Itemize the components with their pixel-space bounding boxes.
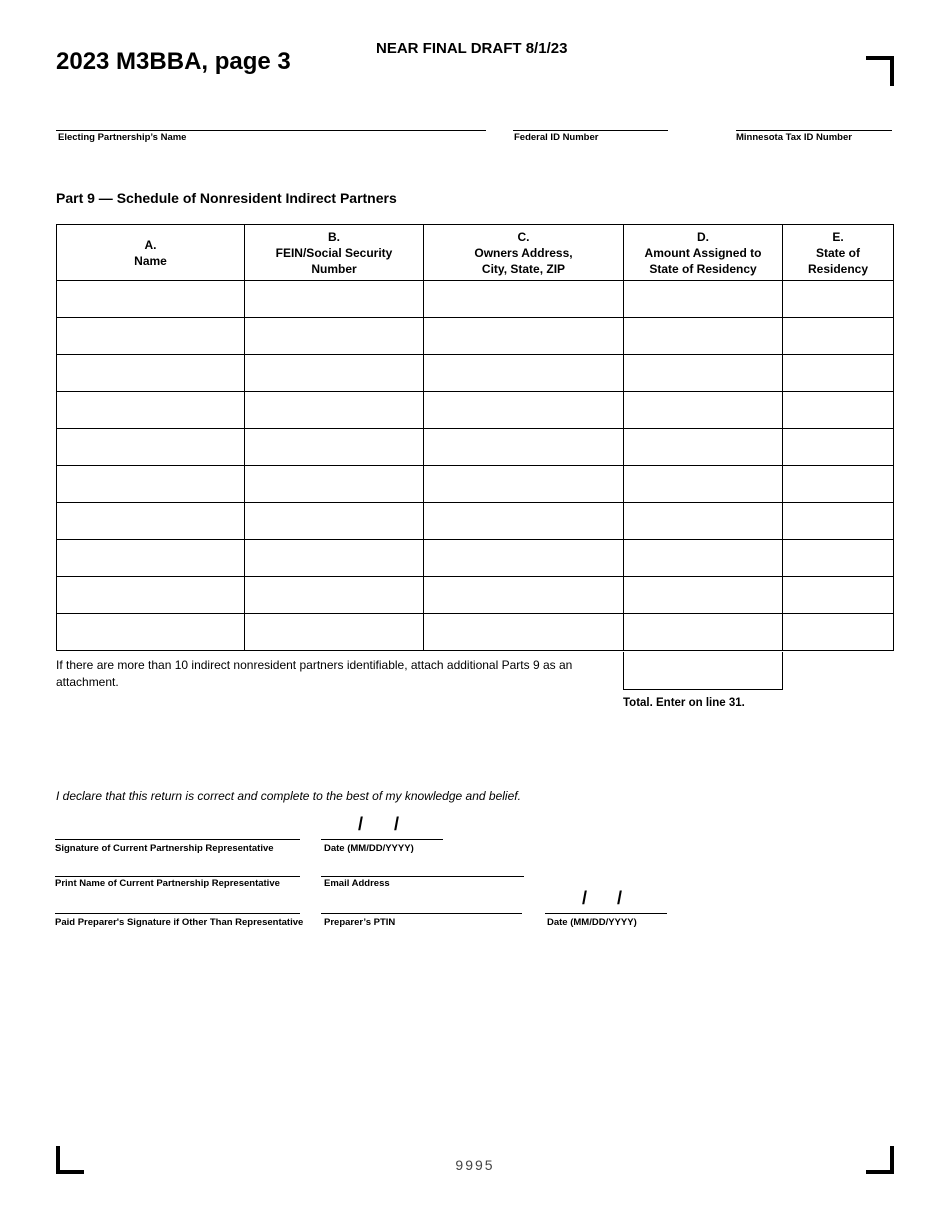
table-row [57,503,894,540]
total-label: Total. Enter on line 31. [623,697,745,709]
partners-schedule-table [56,224,894,651]
name-cell[interactable] [57,503,245,540]
amount-cell[interactable] [624,355,783,392]
mn-tax-id-field[interactable] [736,130,892,131]
name-cell[interactable] [57,355,245,392]
amount-cell[interactable] [624,392,783,429]
table-row [57,429,894,466]
column-header-address: C. Owners Address, City, State, ZIP [424,225,624,281]
address-cell[interactable] [424,429,624,466]
name-cell[interactable] [57,429,245,466]
table-row [57,540,894,577]
state-cell[interactable] [783,540,894,577]
table-row [57,318,894,355]
preparer-date-separator-2: / [617,888,623,908]
page-title: 2023 M3BBA, page 3 [56,48,291,75]
address-cell[interactable] [424,466,624,503]
fein-cell[interactable] [245,614,424,651]
column-header-amount: D. Amount Assigned to State of Residency [624,225,783,281]
table-row [57,392,894,429]
fein-cell[interactable] [245,540,424,577]
address-cell[interactable] [424,392,624,429]
address-cell[interactable] [424,281,624,318]
name-cell[interactable] [57,577,245,614]
name-cell[interactable] [57,318,245,355]
name-cell[interactable] [57,281,245,318]
amount-cell[interactable] [624,466,783,503]
column-header-state: E. State of Residency [783,225,894,281]
amount-cell[interactable] [624,429,783,466]
form-code: 9995 [455,1157,495,1173]
name-cell[interactable] [57,392,245,429]
amount-cell[interactable] [624,281,783,318]
amount-cell[interactable] [624,614,783,651]
fein-cell[interactable] [245,503,424,540]
table-header-row [57,225,894,281]
signature-field[interactable] [55,839,300,840]
state-cell[interactable] [783,429,894,466]
fein-cell[interactable] [245,318,424,355]
declaration-text: I declare that this return is correct and complete to the best of my knowledge and belief. [56,789,521,803]
partnership-name-field[interactable] [56,130,486,131]
preparer-date-separator-1: / [582,888,588,908]
address-cell[interactable] [424,577,624,614]
date-label: Date (MM/DD/YYYY) [324,843,414,854]
print-name-label: Print Name of Current Partnership Representative [55,878,280,889]
table-row [57,281,894,318]
preparer-signature-field[interactable] [55,913,300,914]
column-header-fein: B. FEIN/Social Security Number [245,225,424,281]
amount-cell[interactable] [624,577,783,614]
fein-cell[interactable] [245,355,424,392]
preparer-signature-label: Paid Preparer's Signature if Other Than Representative [55,917,304,928]
table-row [57,466,894,503]
state-cell[interactable] [783,318,894,355]
federal-id-field[interactable] [513,130,668,131]
table-row [57,577,894,614]
additional-partners-note: If there are more than 10 indirect nonresident partners identifiable, attach additional Parts 9 as an attachment. [56,658,573,689]
state-cell[interactable] [783,503,894,540]
federal-id-label: Federal ID Number [514,132,599,143]
ptin-label: Preparer’s PTIN [324,917,396,928]
date-separator-2: / [394,814,400,834]
address-cell[interactable] [424,355,624,392]
draft-label: NEAR FINAL DRAFT 8/1/23 [376,40,568,57]
total-amount-field[interactable] [623,652,783,690]
fein-cell[interactable] [245,577,424,614]
fein-cell[interactable] [245,281,424,318]
address-cell[interactable] [424,318,624,355]
amount-cell[interactable] [624,540,783,577]
fein-cell[interactable] [245,429,424,466]
preparer-date-field[interactable] [545,913,667,914]
ptin-field[interactable] [321,913,522,914]
name-cell[interactable] [57,466,245,503]
partnership-name-label: Electing Partnership’s Name [58,132,187,143]
signature-label: Signature of Current Partnership Representative [55,843,274,854]
state-cell[interactable] [783,614,894,651]
email-field[interactable] [321,876,524,877]
amount-cell[interactable] [624,318,783,355]
state-cell[interactable] [783,466,894,503]
print-name-field[interactable] [55,876,300,877]
table-row [57,355,894,392]
fein-cell[interactable] [245,392,424,429]
address-cell[interactable] [424,540,624,577]
date-separator-1: / [358,814,364,834]
column-header-name: A. Name [57,225,245,281]
email-label: Email Address [324,878,390,889]
state-cell[interactable] [783,577,894,614]
mn-tax-id-label: Minnesota Tax ID Number [736,132,852,143]
name-cell[interactable] [57,540,245,577]
address-cell[interactable] [424,614,624,651]
table-row [57,614,894,651]
date-field[interactable] [321,839,443,840]
state-cell[interactable] [783,355,894,392]
name-cell[interactable] [57,614,245,651]
address-cell[interactable] [424,503,624,540]
part9-heading: Part 9 — Schedule of Nonresident Indirect Partners [56,190,397,206]
fein-cell[interactable] [245,466,424,503]
amount-cell[interactable] [624,503,783,540]
corner-mark-top-right [866,56,894,86]
state-cell[interactable] [783,392,894,429]
state-cell[interactable] [783,281,894,318]
preparer-date-label: Date (MM/DD/YYYY) [547,917,637,928]
